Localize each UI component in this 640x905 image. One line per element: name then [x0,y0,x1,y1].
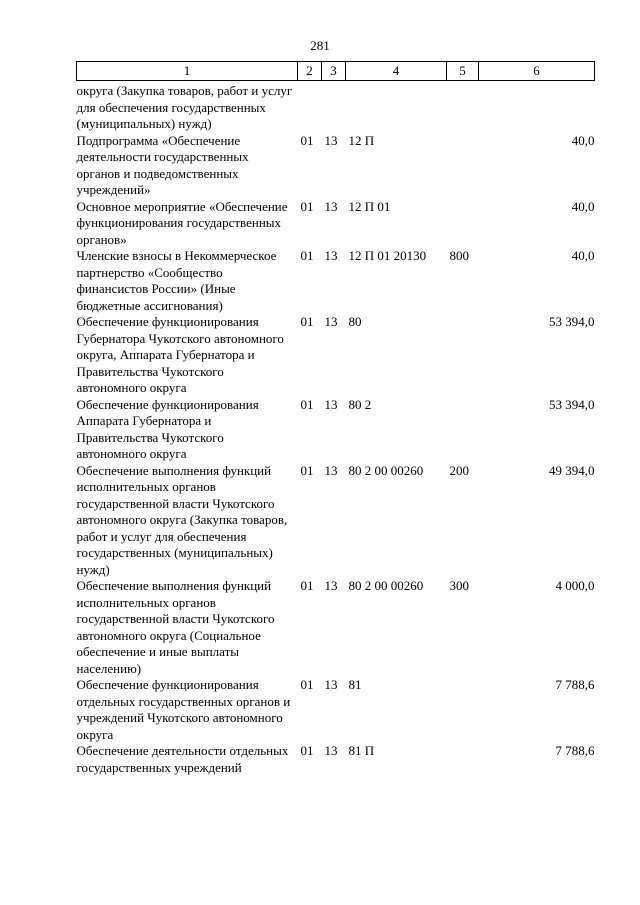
row-target-article: 12 П [348,132,375,148]
row-target-article: 81 П [348,743,375,758]
row-description: Обеспечение функционирования отдельных государственных органов и учреждений Чукотского автономного округа [76,677,291,742]
table-row [77,677,595,743]
row-subsection: 13 [324,198,338,214]
row-expense-type: 200 [449,462,469,478]
table-row [77,397,595,463]
row-amount: 40,0 [571,198,595,214]
row-section: 01 [300,314,314,329]
row-expense-type: 300 [449,578,469,593]
row-expense-type [447,133,479,199]
row-amount: 49 394,0 [549,462,595,478]
table-row [77,199,595,249]
row-section: 01 [300,132,314,148]
row-description: Основное мероприятие «Обеспечение функционирования государственных органов» [76,198,288,247]
row-description: Обеспечение функционирования Аппарата Губернатора и Правительства Чукотского автономного округа [76,396,259,461]
row-subsection: 13 [324,396,338,412]
row-expense-type [447,743,479,776]
row-target-article: 80 [348,314,362,329]
row-target-article: 80 2 00 00260 [348,578,424,593]
row-section: 01 [300,396,314,412]
row-description: Членские взносы в Некоммерческое партнерство «Сообщество финансистов России» (Иные бюджетные ассигнования) [76,248,277,313]
row-amount: 7 788,6 [555,743,595,758]
row-amount: 40,0 [571,132,595,148]
row-amount: 7 788,6 [555,677,595,692]
row-amount: 40,0 [571,248,595,263]
row-section [298,81,322,133]
row-amount: 53 394,0 [549,396,595,412]
row-description: Обеспечение выполнения функций исполнительных органов государственной власти Чукотского автономного округа (Закупка товаров, работ и услуг для обеспечения государственных (муниципальных) нужд) [76,462,288,577]
row-subsection: 13 [324,314,338,329]
page-number: 281 [310,38,330,53]
column-header-5: 5 [447,62,479,81]
row-section: 01 [300,462,314,478]
row-section: 01 [300,248,314,263]
row-subsection: 13 [324,743,338,758]
row-expense-type [447,677,479,743]
row-amount: 4 000,0 [555,578,595,593]
row-target-article: 12 П 01 20130 [348,248,427,263]
row-subsection: 13 [324,677,338,692]
row-expense-type: 800 [449,248,469,263]
table-row [77,314,595,397]
row-expense-type [447,199,479,249]
row-expense-type [447,81,479,133]
row-target-article: 80 2 [348,396,372,412]
budget-table [76,61,595,776]
table-body [77,81,595,777]
row-subsection [322,81,346,133]
table-row [77,463,595,579]
column-header-2: 2 [298,62,322,81]
table-row [77,133,595,199]
column-header-6: 6 [479,62,595,81]
row-subsection: 13 [324,248,338,263]
table-header-row [77,62,595,81]
row-section: 01 [300,578,314,593]
column-header-3: 3 [322,62,346,81]
row-description: Подпрограмма «Обеспечение деятельности государственных органов и подведомственных учреждений» [76,132,249,197]
table-row [77,81,595,133]
row-subsection: 13 [324,578,338,593]
column-header-4: 4 [346,62,447,81]
row-amount [479,81,595,133]
row-amount: 53 394,0 [549,314,595,329]
row-target-article: 81 [348,677,362,692]
row-description: Обеспечение деятельности отдельных государственных учреждений [76,743,289,775]
row-subsection: 13 [324,132,338,148]
row-description: Обеспечение функционирования Губернатора Чукотского автономного округа, Аппарата Губернатора и Правительства Чукотского автономного округа [76,314,284,395]
row-expense-type [447,314,479,397]
row-description: Обеспечение выполнения функций исполнительных органов государственной власти Чукотского автономного округа (Социальное обеспечение и иные выплаты населению) [76,578,275,676]
table-row [77,248,595,314]
row-subsection: 13 [324,462,338,478]
row-expense-type [447,397,479,463]
column-header-1: 1 [77,62,298,81]
table-row [77,743,595,776]
row-section: 01 [300,198,314,214]
row-description: округа (Закупка товаров, работ и услуг для обеспечения государственных (муниципальных) нужд) [76,83,293,131]
row-target-article [346,81,447,133]
table-row [77,578,595,677]
row-target-article: 12 П 01 [348,198,391,214]
row-section: 01 [300,743,314,758]
row-section: 01 [300,677,314,692]
row-target-article: 80 2 00 00260 [348,462,424,478]
